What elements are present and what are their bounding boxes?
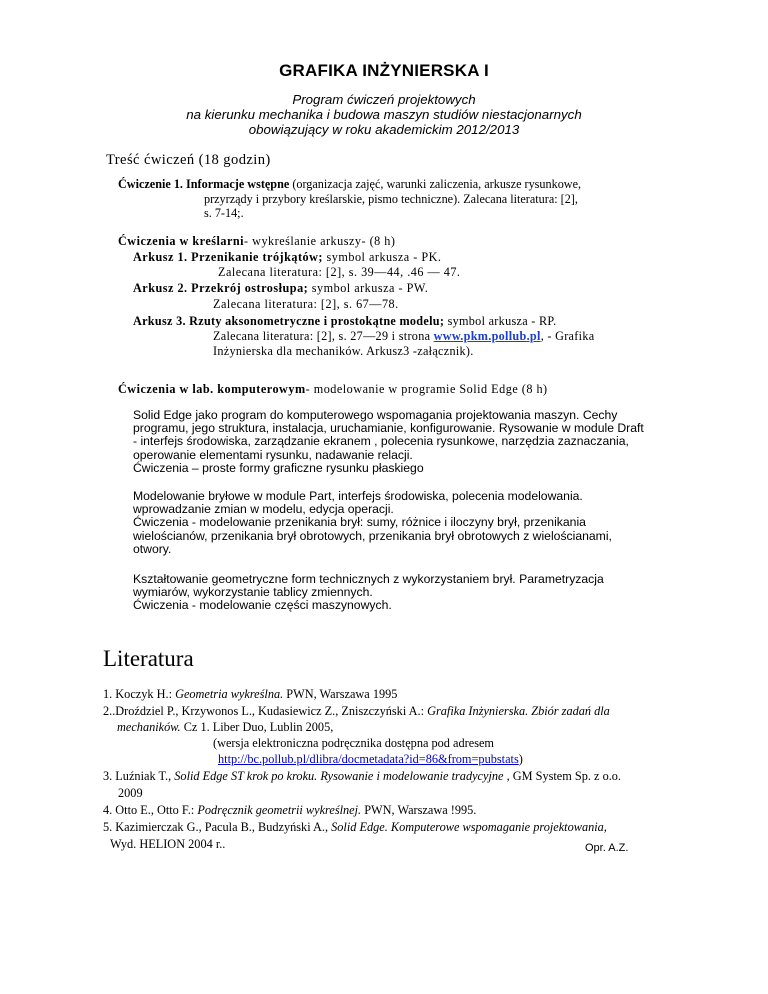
- drafting-section: [118, 234, 395, 249]
- sheet-2-label: Arkusz 2. Przekrój ostrosłupa;: [133, 281, 309, 295]
- sheet-3-literature: [213, 329, 594, 344]
- lit-3-author: 3. Luźniak T.,: [103, 769, 175, 783]
- literature-heading: Literatura: [103, 646, 194, 671]
- lit-2-authors: 2..Droździel P., Krzywonos L., Kudasiewicz Z., Zniszczyński A.:: [103, 704, 428, 718]
- section-heading-tresc: Treść ćwiczeń (18 godzin): [106, 152, 271, 168]
- exercise-1-line-3: s. 7-14;.: [204, 206, 244, 220]
- literature-item-1: [103, 687, 397, 702]
- page-title: GRAFIKA INŻYNIERSKA I: [279, 61, 489, 80]
- sheet-1-label: Arkusz 1. Przenikanie trójkątów;: [133, 250, 323, 264]
- lit-2-title-end: mechaników.: [117, 720, 181, 734]
- lit-5-authors: 5. Kazimierczak G., Pacula B., Budzyński A.,: [103, 820, 332, 834]
- pkm-link[interactable]: www.pkm.pollub.pl: [433, 329, 541, 343]
- literature-item-2: [103, 704, 610, 719]
- lit-5-title: Solid Edge. Komputerowe wspomaganie projektowania,: [331, 820, 607, 834]
- lit-1-title: Geometria wykreślna.: [175, 687, 284, 701]
- literature-item-2-line-3: (wersja elektroniczna podręcznika dostępna pod adresem: [213, 736, 494, 750]
- computer-lab-section: [118, 382, 548, 397]
- lit-4-authors: 4. Otto E., Otto F.:: [103, 803, 198, 817]
- sheet-3-line-3: Inżynierska dla mechaników. Arkusz3 -załącznik).: [213, 344, 474, 358]
- lit-2-publisher: Cz 1. Liber Duo, Lublin 2005,: [180, 720, 334, 734]
- drafting-label: Ćwiczenia w kreślarni: [118, 234, 245, 248]
- sheet-1-text: symbol arkusza - PK.: [323, 250, 442, 264]
- sheet-3-text: symbol arkusza - RP.: [444, 314, 557, 328]
- dlibra-link[interactable]: http://bc.pollub.pl/dlibra/docmetadata?id=86&from=pubstats: [218, 752, 519, 766]
- literature-item-2-line-2: [117, 720, 333, 735]
- sheet-2-text: symbol arkusza - PW.: [308, 281, 429, 295]
- literature-item-4: [103, 803, 476, 818]
- literature-item-2-line-4: [218, 752, 523, 767]
- exercise-1-text: (organizacja zajęć, warunki zaliczenia, arkusze rysunkowe,: [289, 177, 582, 191]
- computer-lab-paragraph-2: Modelowanie bryłowe w module Part, interfejs środowiska, polecenia modelowania. wprowadzanie zmian w modelu, edycja operacji. Ćwiczenia - modelowanie przenikania brył: sumy, różnice i iloczyny brył, przenikania wielościanów, przenikania brył obrotowych, przenikania brył obrotowych z wielościanami, otwory.: [133, 489, 612, 556]
- computer-lab-paragraph-1: Solid Edge jako program do komputerowego wspomagania projektowania maszyn. Cechy programu, jego struktura, instalacja, uruchamianie, konfigurowanie. Rysowanie w module Draft - interfejs środowiska, zarządzanie ekranem , polecenia rysunkowe, narzędzia zaznaczania, operowanie elementami rysunku, nadawanie relacji. Ćwiczenia – proste formy graficzne rysunku płaskiego: [133, 408, 644, 475]
- lit-3-title: Solid Edge ST krok po kroku. Rysowanie i modelowanie tradycyjne: [174, 769, 504, 783]
- subtitle-line-2: na kierunku mechanika i budowa maszyn studiów niestacjonarnych: [186, 107, 582, 122]
- sheet-1-literature: Zalecana literatura: [2], s. 39—44, .46 — 47.: [218, 265, 461, 279]
- exercise-1-line-2: przyrządy i przybory kreślarskie, pismo techniczne). Zalecana literatura: [2],: [204, 192, 578, 206]
- lit-1-publisher: PWN, Warszawa 1995: [283, 687, 398, 701]
- subtitle-line-1: Program ćwiczeń projektowych: [292, 92, 476, 107]
- sheet-2-literature: Zalecana literatura: [2], s. 67—78.: [213, 297, 399, 311]
- lit-3-publisher: , GM System Sp. z o.o.: [503, 769, 622, 783]
- sheet-3: [133, 314, 556, 329]
- literature-item-3-line-2: 2009: [118, 786, 143, 800]
- subtitle-line-3: obowiązujący w roku akademickim 2012/2013: [248, 122, 520, 137]
- computer-lab-label: Ćwiczenia w lab. komputerowym: [118, 382, 306, 396]
- lit-4-publisher: PWN, Warszawa !995.: [361, 803, 477, 817]
- sheet-3-label: Arkusz 3. Rzuty aksonometryczne i prostokątne modelu;: [133, 314, 445, 328]
- exercise-1: [118, 177, 581, 192]
- computer-lab-paragraph-3: Kształtowanie geometryczne form technicznych z wykorzystaniem brył. Parametryzacja wymiarów, wykorzystanie tablicy zmiennych. Ćwiczenia - modelowanie części maszynowych.: [133, 572, 604, 613]
- computer-lab-text: - modelowanie w programie Solid Edge (8 h): [305, 382, 548, 396]
- lit-2-close: ): [518, 752, 523, 766]
- lit-2-title: Grafika Inżynierska. Zbiór zadań dla: [427, 704, 610, 718]
- sheet-3-literature-text: Zalecana literatura: [2], s. 27—29 i strona: [213, 329, 434, 343]
- sheet-3-literature-after: , - Grafika: [540, 329, 595, 343]
- lit-1-author: 1. Koczyk H.:: [103, 687, 176, 701]
- author-note: Opr. A.Z.: [585, 842, 629, 854]
- sheet-1: [133, 250, 441, 265]
- sheet-2: [133, 281, 428, 296]
- exercise-1-label: Ćwiczenie 1. Informacje wstępne: [118, 177, 290, 191]
- literature-item-5: [103, 820, 607, 835]
- literature-item-5-line-2: Wyd. HELION 2004 r..: [110, 837, 226, 851]
- lit-4-title: Podręcznik geometrii wykreślnej.: [197, 803, 362, 817]
- literature-item-3: [103, 769, 621, 784]
- drafting-text: - wykreślanie arkuszy- (8 h): [244, 234, 396, 248]
